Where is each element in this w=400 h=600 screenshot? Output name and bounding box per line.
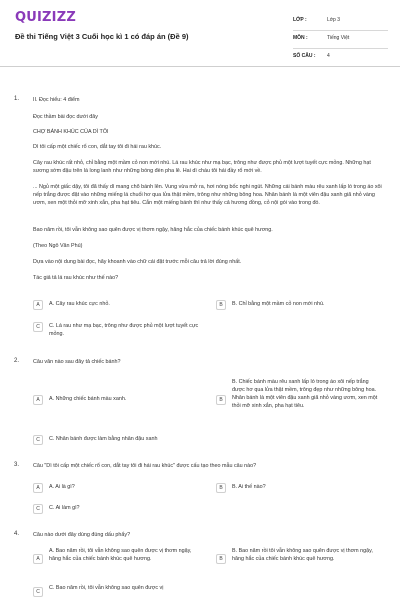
- option-c[interactable]: [33, 322, 213, 342]
- option-a[interactable]: [33, 395, 213, 415]
- option-text: A. Ai là gì?: [49, 484, 75, 490]
- option-b[interactable]: [216, 547, 396, 573]
- meta-value: Tiếng Việt: [327, 35, 350, 41]
- option-c[interactable]: [33, 504, 213, 524]
- quizizz-logo: QUIZIZZ: [15, 10, 76, 25]
- meta-row-count: [293, 49, 388, 67]
- option-text: C. Bao năm rồi, tôi vẫn không sao quên được vị: [49, 585, 164, 591]
- document-header: [0, 0, 400, 66]
- meta-table: [293, 13, 388, 67]
- option-text: B. Chỉ bằng một mầm cỏ non mới nhú.: [232, 301, 325, 307]
- option-a[interactable]: [33, 300, 213, 320]
- option-letter-badge: C: [33, 587, 43, 597]
- passage-paragraph: Cây rau khúc rất nhỏ, chỉ bằng một mầm cỏ non mới nhú. Lá rau khúc như mạ bạc, trông như được phủ một lượt tuyết cực mỏng. Những hạt sương sớm đậu trên lá long lanh như những bóng đèn pha lê. Hai dì cháu tôi hái đầy rổ mới về.: [33, 160, 371, 174]
- option-text: C. Nhân bánh được làm bằng nhân đậu xanh: [49, 436, 158, 442]
- passage-paragraph: ... Ngủ một giấc dậy, tôi đã thấy dì mang chõ bánh lên. Vung vừa mở ra, hơi nóng bốc nghi ngút. Những cái bánh màu rêu xanh lấp ló trong áo xôi nếp trắng được đặt vào những miếng lá chuối hơ qua lửa thật mềm, trông như những bông hoa. Nhân bánh là một viên đậu xanh giã nhỏ vàng ươm, xen một thỏi mỡ xinh xắn, pha hạt tiêu. Cắn một miếng bánh thì như thấy cả hương đồng, cỏ nội gói vào trong đó.: [33, 184, 382, 206]
- section-heading: II. Đọc hiểu: 4 điểm: [33, 97, 80, 103]
- passage-source: (Theo Ngô Văn Phú): [33, 243, 83, 249]
- option-a[interactable]: [33, 483, 213, 503]
- meta-label: LỚP :: [293, 17, 307, 23]
- option-b[interactable]: [216, 300, 396, 320]
- option-text: B. Ai thế nào?: [232, 484, 266, 490]
- question-text: Tác giả tả lá rau khúc như thế nào?: [33, 275, 119, 281]
- option-letter-badge: C: [33, 322, 43, 332]
- question-text: Câu văn nào sau đây tả chiếc bánh?: [33, 359, 121, 365]
- meta-row-grade: [293, 13, 388, 31]
- option-text: C. Lá rau như mạ bạc, trông như được phủ một lượt tuyết cực mỏng.: [49, 323, 199, 337]
- question-number: 1.: [14, 96, 20, 102]
- passage-paragraph: Bao năm rồi, tôi vẫn không sao quên được vị thơm ngậy, hăng hắc của chiếc bánh khúc quê hương.: [33, 227, 273, 233]
- option-letter-badge: B: [216, 554, 226, 564]
- passage-paragraph: Dì tôi cấp một chiếc rổ con, dắt tay tôi đi hái rau khúc.: [33, 144, 162, 150]
- option-text: A. Bao năm rồi, tôi vẫn không sao quên được vị thơm ngậy, hăng hắc của chiếc bánh khúc quê hương.: [49, 548, 192, 562]
- meta-row-subject: [293, 31, 388, 49]
- option-letter-badge: B: [216, 300, 226, 310]
- instruction-text: Dựa vào nội dung bài đọc, hãy khoanh vào chữ cái đặt trước mỗi câu trả lời đúng nhất.: [33, 259, 242, 265]
- meta-value: 4: [327, 53, 330, 59]
- option-c[interactable]: [33, 435, 213, 455]
- question-text: Câu nào dưới đây dùng đúng dấu phẩy?: [33, 532, 131, 538]
- question-number: 4.: [14, 531, 20, 537]
- meta-label: SỐ CÂU :: [293, 53, 316, 59]
- option-letter-badge: C: [33, 435, 43, 445]
- question-number: 2.: [14, 358, 20, 364]
- option-letter-badge: A: [33, 554, 43, 564]
- option-letter-badge: C: [33, 504, 43, 514]
- option-c[interactable]: [33, 584, 213, 598]
- option-letter-badge: B: [216, 395, 226, 405]
- option-b[interactable]: [216, 378, 396, 428]
- option-text: A. Những chiếc bánh màu xanh.: [49, 396, 127, 402]
- meta-value: Lớp 3: [327, 17, 341, 23]
- option-text: A. Cây rau khúc cực nhỏ.: [49, 301, 110, 307]
- meta-label: MÔN :: [293, 35, 308, 41]
- option-letter-badge: A: [33, 300, 43, 310]
- option-text: B. Chiếc bánh màu rêu xanh lấp ló trong áo xôi nếp trắng được hơ qua lửa thật mềm, trông đẹp như những bông hoa. Nhân bánh là một viên đậu xanh giã nhỏ vàng ươm, xen một thỏi mỡ xinh xắn, pha hạt tiêu.: [232, 379, 378, 409]
- option-b[interactable]: [216, 483, 396, 503]
- option-letter-badge: B: [216, 483, 226, 493]
- passage-title: CHỢ BÁNH KHÚC CỦA DÌ TÔI: [33, 129, 109, 135]
- header-divider: [0, 66, 400, 67]
- question-number: 3.: [14, 462, 20, 468]
- option-letter-badge: A: [33, 395, 43, 405]
- option-text: C. Ai làm gì?: [49, 505, 80, 511]
- option-text: B. Bao năm rồi tôi vẫn không sao quên được vị thơm ngậy, hăng hắc của chiếc bánh khúc quê hương.: [232, 548, 373, 562]
- option-a[interactable]: [33, 547, 213, 573]
- option-letter-badge: A: [33, 483, 43, 493]
- page-title: Đề thi Tiếng Việt 3 Cuối học kì 1 có đáp án (Đề 9): [15, 32, 189, 41]
- question-text: Câu "Dì tôi cấp một chiếc rổ con, dắt tay tôi đi hái rau khúc" được cấu tạo theo mẫu câu nào?: [33, 463, 257, 469]
- instruction-text: Đọc thầm bài đọc dưới đây: [33, 114, 98, 120]
